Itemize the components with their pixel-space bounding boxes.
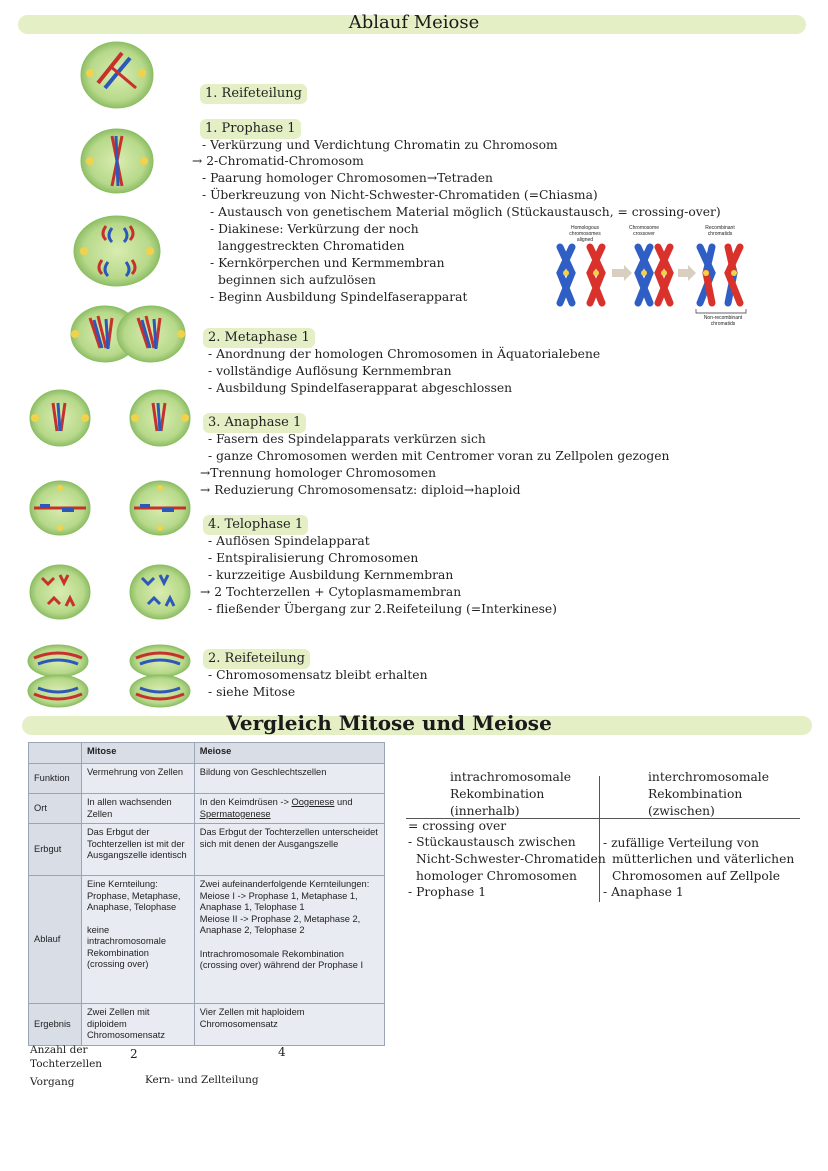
intra-line-2: - Stückaustausch zwischen	[408, 835, 576, 849]
anzahl-label-1: Anzahl der	[30, 1044, 88, 1056]
anzahl-meiose: 4	[278, 1045, 286, 1059]
cell-metaphase	[71, 306, 185, 362]
intra-title-2: Rekombination	[450, 787, 545, 801]
table-row	[29, 764, 385, 794]
cell-mitose: Vermehrung von Zellen	[81, 764, 194, 794]
cell-mitose: In allen wachsenden Zellen	[81, 794, 194, 824]
anaphase-line-2: - ganze Chromosomen werden mit Centromer voran zu Zellpolen gezogen	[208, 449, 670, 463]
reife2-line-2: - siehe Mitose	[208, 685, 296, 699]
inter-title-1: interchromosomale	[648, 770, 770, 784]
cell-meiose	[194, 876, 384, 1004]
cell-interphase	[81, 42, 153, 108]
cell-mitose: Das Erbgut der Tochterzellen ist mit der Ausgangszelle identisch	[81, 824, 194, 876]
intra-title-1: intrachromosomale	[450, 770, 572, 784]
telophase-heading: 4. Telophase 1	[203, 515, 308, 535]
prophase-heading: 1. Prophase 1	[200, 119, 301, 139]
row-head: Ablauf	[29, 876, 82, 1004]
row-head: Ort	[29, 794, 82, 824]
comparison-table	[28, 742, 385, 1046]
inter-line-2: mütterlichen und väterlichen	[612, 852, 795, 866]
ablauf-meiose-1: Zwei aufeinanderfolgende Kernteilungen: Meiose I -> Prophase 1, Metaphase 1, Anaphase 1, Telophase 1	[199, 879, 370, 912]
prophase-line-9: beginnen sich aufzulösen	[218, 273, 376, 287]
vorgang-value: Kern- und Zellteilung	[145, 1074, 259, 1086]
prophase-line-4: - Überkreuzung von Nicht-Schwester-Chromatiden (=Chiasma)	[202, 188, 598, 202]
prophase-line-7: langgestreckten Chromatiden	[218, 239, 405, 253]
table-row	[29, 1004, 385, 1046]
reife2-heading: 2. Reifeteilung	[203, 649, 310, 669]
cell-telophase-pair	[30, 565, 190, 619]
ort-meiose-pre: In den Keimdrüsen ->	[199, 797, 292, 807]
inter-title-2: Rekombination	[648, 787, 743, 801]
col-mitose: Mitose	[81, 743, 194, 764]
table-row	[29, 794, 385, 824]
cell-prophase-late	[74, 216, 160, 286]
cell-meiose: Das Erbgut der Tochterzellen unterscheidet sich mit denen der Ausgangszelle	[194, 824, 384, 876]
table-header-row	[29, 743, 385, 764]
telophase-line-4: → 2 Tochterzellen + Cytoplasmamembran	[200, 585, 462, 599]
table-corner	[29, 743, 82, 764]
ablauf-mitose-1: Eine Kernteilung: Prophase, Metaphase, Anaphase, Telophase	[86, 879, 181, 912]
intra-line-1: = crossing over	[408, 819, 507, 833]
ort-meiose-mid: und	[334, 797, 353, 807]
anaphase-line-3: →Trennung homologer Chromosomen	[200, 466, 437, 480]
cell-equator-pair	[30, 481, 190, 535]
label-nonrecombinant: Non-recombinant chromatids	[703, 315, 743, 327]
cell-prophase-early	[81, 129, 153, 193]
cell-mitose	[81, 876, 194, 1004]
metaphase-line-1: - Anordnung der homologen Chromosomen in Äquatorialebene	[208, 347, 601, 361]
prophase-line-3: - Paarung homologer Chromosomen→Tetraden	[202, 171, 493, 185]
intra-line-4: homologer Chromosomen	[416, 869, 577, 883]
recombination-divider-vertical	[599, 776, 600, 902]
prophase-line-8: - Kernkörperchen und Kermmembran	[210, 256, 445, 270]
link-spermatogenese: Spermatogenese	[199, 808, 271, 819]
telophase-line-3: - kurzzeitige Ausbildung Kernmembran	[208, 568, 454, 582]
label-recombinant: Recombinant chromatids	[705, 225, 735, 237]
row-head: Funktion	[29, 764, 82, 794]
cell-meiose	[194, 794, 384, 824]
prophase-line-10: - Beginn Ausbildung Spindelfaserapparat	[210, 290, 468, 304]
telophase-line-1: - Auflösen Spindelapparat	[208, 534, 370, 548]
inter-line-3: Chromosomen auf Zellpole	[612, 869, 781, 883]
metaphase-line-2: - vollständige Auflösung Kernmembran	[208, 364, 452, 378]
intra-title-3: (innerhalb)	[450, 804, 520, 818]
link-oogenese: Oogenese	[291, 797, 335, 807]
col-meiose: Meiose	[194, 743, 384, 764]
table-row	[29, 824, 385, 876]
cell-illustrations	[20, 38, 220, 748]
inter-line-1: - zufällige Verteilung von	[603, 836, 760, 850]
telophase-line-2: - Entspiralisierung Chromosomen	[208, 551, 419, 565]
anzahl-mitose: 2	[130, 1047, 138, 1061]
cell-mitose: Zwei Zellen mit diploidem Chromosomensatz	[81, 1004, 194, 1046]
crossover-figure	[550, 225, 765, 325]
cell-reife2-pair	[28, 645, 190, 707]
cell-meiose: Bildung von Geschlechtszellen	[194, 764, 384, 794]
vorgang-label: Vorgang	[30, 1076, 75, 1088]
reife2-line-1: - Chromosomensatz bleibt erhalten	[208, 668, 428, 682]
row-head: Ergebnis	[29, 1004, 82, 1046]
table-row	[29, 876, 385, 1004]
reife1-heading: 1. Reifeteilung	[200, 84, 307, 104]
prophase-line-6: - Diakinese: Verkürzung der noch	[210, 222, 419, 236]
prophase-line-2: → 2-Chromatid-Chromosom	[192, 154, 364, 168]
telophase-line-5: - fließender Übergang zur 2.Reifeteilung (=Interkinese)	[208, 602, 557, 616]
anaphase-line-4: → Reduzierung Chromosomensatz: diploid→haploid	[200, 483, 521, 497]
inter-line-4: - Anaphase 1	[603, 885, 684, 899]
vergleich-title: Vergleich Mitose und Meiose	[226, 711, 552, 735]
crossover-drawing	[550, 225, 765, 325]
row-head: Erbgut	[29, 824, 82, 876]
anaphase-line-1: - Fasern des Spindelapparats verkürzen sich	[208, 432, 486, 446]
ablauf-meiose-2: Meiose II -> Prophase 2, Metaphase 2, Anaphase 2, Telophase 2	[199, 913, 361, 935]
prophase-line-5: - Austausch von genetischem Material möglich (Stückaustausch, = crossing-over)	[210, 205, 721, 219]
anzahl-label-2: Tochterzellen	[30, 1058, 103, 1070]
inter-title-3: (zwischen)	[648, 804, 715, 818]
cell-anaphase-pair	[30, 390, 190, 446]
label-crossover: Chromosome crossover	[628, 225, 659, 237]
intra-line-3: Nicht-Schwester-Chromatiden	[416, 852, 606, 866]
cell-meiose: Vier Zellen mit haploidem Chromosomensatz	[194, 1004, 384, 1046]
anaphase-heading: 3. Anaphase 1	[203, 413, 306, 433]
prophase-line-1: - Verkürzung und Verdichtung Chromatin zu Chromosom	[202, 138, 558, 152]
label-aligned: Homologous chromosomes aligned	[569, 225, 601, 243]
page-title: Ablauf Meiose	[348, 12, 480, 33]
metaphase-heading: 2. Metaphase 1	[203, 328, 315, 348]
ablauf-meiose-3: Intrachromosomale Rekombination (crossing over) während der Prophase I	[199, 948, 364, 970]
ablauf-mitose-2: keine intrachromosomale Rekombination (crossing over)	[86, 924, 167, 969]
intra-line-5: - Prophase 1	[408, 885, 487, 899]
metaphase-line-3: - Ausbildung Spindelfaserapparat abgeschlossen	[208, 381, 513, 395]
